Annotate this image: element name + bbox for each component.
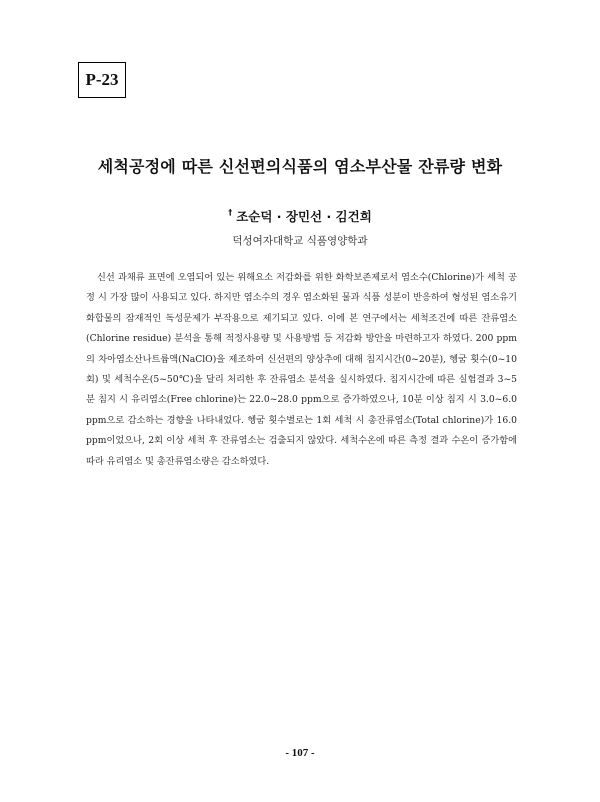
author-names: 조순덕 · 장민선 · 김건희 bbox=[236, 209, 372, 224]
paper-title: 세척공정에 따른 신선편의식품의 염소부산물 잔류량 변화 bbox=[97, 157, 503, 176]
affiliation: 덕성여자대학교 식품영양학과 bbox=[232, 235, 368, 247]
page-number: - 107 - bbox=[285, 747, 315, 759]
poster-label: P-23 bbox=[78, 62, 126, 98]
abstract-text: 신선 과채류 표면에 오염되어 있는 위해요소 저감화를 위한 화학보존제로서 염소수(Chlorine)가 세척 공정 시 가장 많이 사용되고 있다. 하지만 염소수의 경우 염소화된 물과 식품 성분이 반응하여 형성된 염소유기 화합물의 잠재적인 독성문제가 부작용으로 제기되고 있다. 이에 본 연구에서는 세척조건에 따른 잔류염소(Chlorine residue) 분석을 통해 적정사용량 및 사용방법 등 저감화 방안을 마련하고자 하였다. 200 ppm의 차아염소산나트륨액(NaClO)을 제조하여 신선편의 양상추에 대해 침지시간(0~20분), 헹굼 횟수(0~10회) 및 세척수온(5~50℃)을 달리 처리한 후 잔류염소 분석을 실시하였다. 침지시간에 따른 실험결과 3~5분 침지 시 유리염소(Free chlorine)는 22.0~28.0 ppm으로 증가하였으나, 10분 이상 침지 시 3.0~6.0 ppm으로 감소하는 경향을 나타내었다. 헹굼 횟수별로는 1회 세척 시 총잔류염소(Total chlorine)가 16.0 ppm이었으나, 2회 이상 세척 후 잔류염소는 검출되지 않았다. 세척수온에 따른 측정 결과 수온이 증가함에 따라 유리염소 및 총잔류염소량은 감소하였다. bbox=[86, 272, 517, 467]
author-line bbox=[0, 207, 600, 225]
corresponding-author-mark: † bbox=[228, 208, 233, 217]
